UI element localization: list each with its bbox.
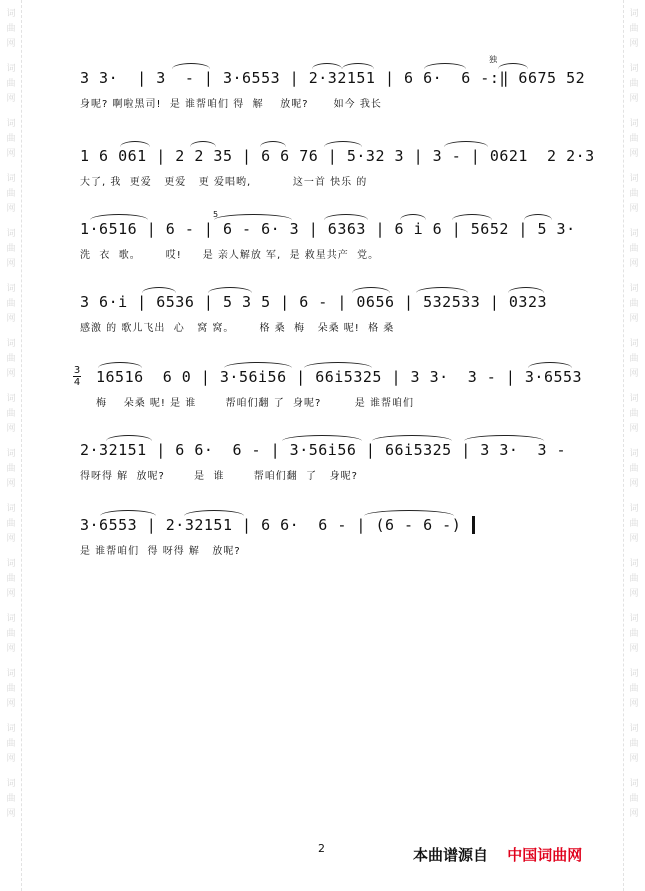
source-site-link[interactable]: 中国词曲网 [507, 846, 583, 864]
watermark-char: 网 [629, 424, 639, 434]
watermark-group [6, 172, 15, 217]
slur [444, 141, 488, 147]
watermark-char: 曲 [629, 79, 639, 89]
slur [172, 63, 210, 69]
watermark-char: 曲 [6, 739, 16, 749]
watermark-char: 曲 [6, 794, 16, 804]
slur [208, 287, 252, 293]
watermark-group [629, 117, 638, 162]
watermark-group [629, 337, 638, 382]
watermark-char: 词 [6, 64, 16, 74]
score-system-2 [80, 144, 595, 192]
watermark-char: 词 [6, 119, 16, 129]
watermark-char: 词 [6, 174, 16, 184]
notation-line: 2·32151 | 6 6· 6 - | 3·56i56 | 66i5325 | 3 3· 3 - [80, 441, 567, 459]
watermark-char: 词 [629, 669, 639, 679]
notation-line: 3 3· | 3 - | 3·6553 | 2·32151 | 6 6· 6 -:‖ 6675 52 [80, 69, 586, 87]
watermark-char: 网 [6, 479, 16, 489]
watermark-char: 词 [6, 669, 16, 679]
watermark-char: 网 [6, 369, 16, 379]
watermark-char: 词 [6, 284, 16, 294]
watermark-char: 网 [629, 149, 639, 159]
watermark-char: 网 [629, 259, 639, 269]
watermark-char: 网 [629, 754, 639, 764]
watermark-char: 曲 [629, 629, 639, 639]
watermark-char: 曲 [629, 189, 639, 199]
watermark-char: 曲 [6, 134, 16, 144]
lyric-line: 梅 朵桑 呢! 是 谁 帮咱们翻 了 身呢? 是 谁帮咱们 [96, 398, 414, 409]
solo-annotation: 独 [489, 55, 497, 64]
score-system-3 [80, 217, 575, 265]
watermark-group [6, 777, 15, 822]
watermark-char: 曲 [629, 354, 639, 364]
left-watermark-strip [2, 0, 20, 891]
watermark-char: 曲 [6, 629, 16, 639]
watermark-char: 曲 [6, 519, 16, 529]
watermark-char: 词 [629, 339, 639, 349]
watermark-char: 曲 [629, 409, 639, 419]
watermark-char: 曲 [6, 79, 16, 89]
repeat-annotation: 5 [213, 210, 219, 219]
watermark-char: 曲 [629, 574, 639, 584]
notation-line: 3 6·i | 6536 | 5 3 5 | 6 - | 0656 | 532533 | 0323 [80, 293, 548, 311]
watermark-char: 曲 [6, 684, 16, 694]
watermark-char: 曲 [629, 299, 639, 309]
lyric-line: 是 谁帮咱们 得 呀得 解 放呢? [80, 546, 241, 557]
watermark-char: 网 [629, 39, 639, 49]
watermark-char: 网 [6, 94, 16, 104]
watermark-char: 曲 [6, 189, 16, 199]
time-signature-top: 3 [73, 365, 81, 376]
watermark-char: 网 [629, 809, 639, 819]
slur [498, 63, 528, 69]
watermark-group [6, 7, 15, 52]
watermark-char: 词 [629, 119, 639, 129]
score-system-5 [73, 365, 583, 413]
watermark-group [6, 227, 15, 272]
right-dashed-border [623, 0, 624, 891]
watermark-char: 词 [629, 779, 639, 789]
page-number: 2 [318, 842, 325, 855]
watermark-char: 词 [629, 229, 639, 239]
slur [106, 435, 152, 441]
watermark-char: 词 [6, 394, 16, 404]
watermark-group [6, 722, 15, 767]
slur [352, 287, 390, 293]
watermark-group [629, 62, 638, 107]
slur [90, 214, 148, 220]
slur [184, 510, 244, 516]
watermark-group [629, 722, 638, 767]
watermark-char: 词 [629, 9, 639, 19]
watermark-group [6, 337, 15, 382]
right-watermark-strip [625, 0, 643, 891]
time-signature [73, 365, 81, 388]
slur [464, 435, 544, 441]
watermark-char: 网 [6, 204, 16, 214]
slur [342, 63, 374, 69]
watermark-char: 网 [6, 644, 16, 654]
watermark-char: 网 [6, 259, 16, 269]
watermark-char: 词 [6, 559, 16, 569]
watermark-char: 词 [629, 394, 639, 404]
watermark-char: 词 [629, 559, 639, 569]
watermark-group [629, 392, 638, 437]
slur [364, 510, 454, 516]
watermark-char: 曲 [6, 24, 16, 34]
left-dashed-border [21, 0, 22, 891]
watermark-char: 曲 [629, 24, 639, 34]
watermark-char: 网 [6, 534, 16, 544]
watermark-char: 词 [629, 64, 639, 74]
watermark-char: 网 [6, 754, 16, 764]
watermark-char: 曲 [629, 684, 639, 694]
score-system-6 [80, 438, 575, 486]
watermark-group [6, 62, 15, 107]
watermark-group [6, 612, 15, 657]
watermark-char: 词 [629, 614, 639, 624]
watermark-char: 词 [6, 779, 16, 789]
watermark-char: 词 [6, 724, 16, 734]
lyric-line: 感激 的 歌儿飞出 心 窝 窝。 格 桑 梅 朵桑 呢! 格 桑 [80, 323, 395, 334]
watermark-group [629, 282, 638, 327]
watermark-group [629, 557, 638, 602]
watermark-char: 曲 [6, 464, 16, 474]
watermark-char: 词 [6, 9, 16, 19]
watermark-char: 曲 [6, 244, 16, 254]
watermark-char: 曲 [629, 134, 639, 144]
slur [98, 362, 142, 368]
watermark-group [629, 447, 638, 492]
watermark-char: 曲 [629, 519, 639, 529]
watermark-char: 网 [629, 644, 639, 654]
watermark-char: 网 [6, 589, 16, 599]
watermark-char: 曲 [629, 739, 639, 749]
watermark-char: 网 [629, 94, 639, 104]
slur [324, 141, 362, 147]
slur [452, 214, 492, 220]
slur [372, 435, 452, 441]
watermark-char: 词 [6, 339, 16, 349]
watermark-char: 曲 [629, 464, 639, 474]
watermark-char: 网 [6, 149, 16, 159]
watermark-char: 网 [6, 314, 16, 324]
watermark-group [629, 502, 638, 547]
lyric-line: 得呀得 解 放呢? 是 谁 帮咱们翻 了 身呢? [80, 471, 358, 482]
watermark-char: 网 [6, 39, 16, 49]
notation-line: 1 6 061 | 2 2 35 | 6 6 76 | 5·32 3 | 3 - | 0621 2 2·3 [80, 147, 595, 165]
slur [312, 63, 342, 69]
watermark-group [6, 282, 15, 327]
watermark-char: 曲 [6, 409, 16, 419]
slur [416, 287, 468, 293]
notation-line: 3·6553 | 2·32151 | 6 6· 6 - | (6 - 6 -) [80, 516, 462, 534]
slur [282, 435, 362, 441]
notation-line: 1·6516 | 6 - | 6 - 6· 3 | 6363 | 6 i 6 | 5652 | 5 3· [80, 220, 576, 238]
score-system-7 [80, 513, 575, 561]
watermark-group [629, 7, 638, 52]
watermark-char: 网 [629, 589, 639, 599]
slur [528, 362, 572, 368]
watermark-char: 词 [629, 504, 639, 514]
notation-line: 16516 6 0 | 3·56i56 | 66i5325 | 3 3· 3 - | 3·6553 [96, 368, 583, 386]
watermark-char: 网 [6, 424, 16, 434]
watermark-char: 网 [629, 534, 639, 544]
watermark-group [6, 667, 15, 712]
watermark-char: 曲 [6, 354, 16, 364]
slur [324, 214, 368, 220]
time-signature-bottom: 4 [73, 377, 81, 388]
watermark-char: 词 [6, 504, 16, 514]
watermark-group [6, 557, 15, 602]
lyric-line: 大了, 我 更爱 更爱 更 爱唱哟, 这一首 快乐 的 [80, 177, 368, 188]
watermark-char: 网 [629, 479, 639, 489]
slur [214, 214, 292, 220]
watermark-group [6, 447, 15, 492]
source-credit [413, 844, 582, 865]
source-label: 本曲谱源自 [413, 846, 489, 864]
watermark-char: 词 [6, 229, 16, 239]
slur [142, 287, 176, 293]
slur [100, 510, 156, 516]
slur [260, 141, 286, 147]
slur [424, 63, 466, 69]
watermark-char: 网 [629, 314, 639, 324]
score-system-1 [80, 66, 586, 114]
slur [400, 214, 426, 220]
watermark-group [6, 502, 15, 547]
watermark-group [629, 612, 638, 657]
slur [190, 141, 216, 147]
watermark-char: 网 [629, 699, 639, 709]
watermark-group [629, 667, 638, 712]
watermark-char: 网 [6, 809, 16, 819]
watermark-group [6, 117, 15, 162]
lyric-line: 洗 衣 歌。 哎! 是 亲人解放 军, 是 救星共产 党。 [80, 250, 380, 261]
watermark-char: 曲 [6, 574, 16, 584]
watermark-group [6, 392, 15, 437]
watermark-char: 词 [629, 284, 639, 294]
watermark-char: 曲 [629, 794, 639, 804]
watermark-char: 曲 [6, 299, 16, 309]
slur [508, 287, 544, 293]
watermark-char: 词 [629, 174, 639, 184]
watermark-char: 网 [6, 699, 16, 709]
slur [224, 362, 292, 368]
watermark-char: 网 [629, 204, 639, 214]
watermark-group [629, 227, 638, 272]
watermark-group [629, 172, 638, 217]
slur [524, 214, 552, 220]
watermark-group [629, 777, 638, 822]
score-system-4 [80, 290, 575, 338]
watermark-char: 网 [629, 369, 639, 379]
watermark-char: 曲 [629, 244, 639, 254]
watermark-char: 词 [629, 724, 639, 734]
lyric-line: 身呢? 啊啦黑司! 是 谁帮咱们 得 解 放呢? 如今 我长 [80, 99, 382, 110]
watermark-char: 词 [629, 449, 639, 459]
slur [304, 362, 372, 368]
watermark-char: 词 [6, 614, 16, 624]
final-barline [472, 516, 475, 534]
watermark-char: 词 [6, 449, 16, 459]
slur [120, 141, 150, 147]
